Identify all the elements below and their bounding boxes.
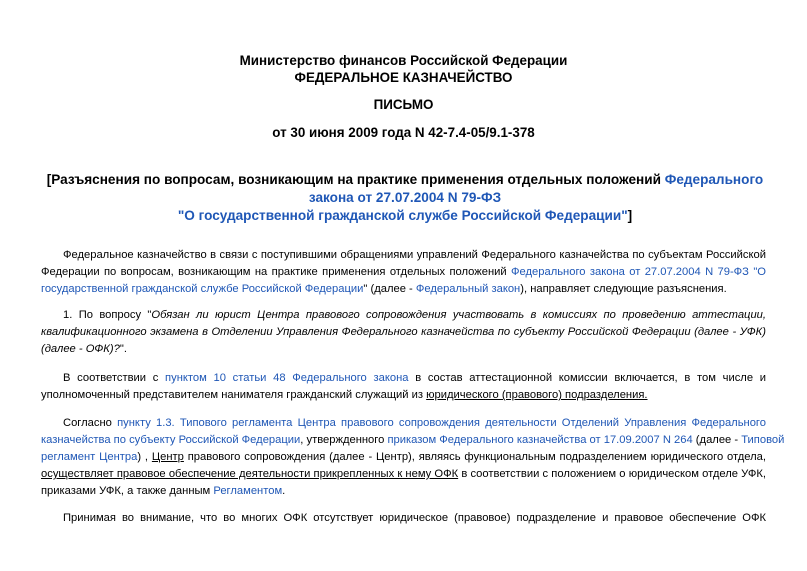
title-suffix: ] (627, 208, 633, 223)
paragraph-line: Принимая во внимание, что во многих ОФК отсутствует юридическое (правовое) подразделение и правовое обеспечение ОФК (63, 512, 766, 524)
order-264-link[interactable]: приказом Федерального казначейства от 17.09.2007 N 264 (387, 434, 693, 446)
federal-law-link[interactable]: Федерального (664, 172, 764, 187)
text-span: правового сопровождения (далее - Центр), являясь функциональным подразделением юридического отдела, (183, 451, 766, 463)
paragraph-conclusion (41, 510, 766, 527)
text-span: Федерации по вопросам, возникающим на практике применения отдельных положений (41, 266, 512, 278)
document-title (40, 171, 770, 225)
paragraph-line: Федеральное казначейство в связи с поступившими обращениями управлений Федерального казначейства по субъектам Российской (63, 249, 766, 261)
regulation-link[interactable]: пункту 1.3. Типового регламента Центра правового сопровождения деятельности Отделений Управления Федерального (117, 417, 766, 429)
text-span: приказами УФК, а также данным (41, 485, 214, 497)
text-span: . (282, 485, 286, 497)
paragraph-question (41, 307, 766, 358)
regulation-short-link[interactable]: Регламентом (213, 485, 283, 497)
underlined-text: Центр (151, 451, 184, 463)
text-span: , утвержденного (300, 434, 388, 446)
text-span: уполномоченный представителем нанимателя гражданский служащий из (41, 389, 427, 401)
typical-regulation-link-cont[interactable]: регламент Центра (41, 451, 138, 463)
title-prefix: [Разъяснения по вопросам, возникающим на практике применения отдельных положений (46, 172, 665, 187)
paragraph-intro (41, 247, 766, 298)
ministry-name: Министерство финансов Российской Федерации (239, 53, 568, 68)
text-span: в состав аттестационной комиссии включается, в том числе и (408, 372, 766, 384)
article-48-link[interactable]: пунктом 10 статьи 48 Федерального закона (165, 372, 409, 384)
paragraph-answer (41, 370, 766, 404)
typical-regulation-link[interactable]: Типовой (741, 434, 785, 446)
text-span: Согласно (63, 417, 118, 429)
question-text: Обязан ли юрист Центра правового сопровождения участвовать в комиссиях по проведению аттестации, (151, 309, 766, 321)
text-span: " (далее - (363, 283, 416, 295)
text-span: ". (119, 343, 127, 355)
document-date-number: от 30 июня 2009 года N 42-7.4-05/9.1-378 (272, 125, 535, 140)
federal-law-short-link[interactable]: Федеральный закон (415, 283, 521, 295)
paragraph-regulation (41, 415, 785, 500)
text-span: 1. По вопросу " (63, 309, 152, 321)
text-span: в соответствии с положением о юридическом отделе УФК, (458, 468, 767, 480)
federal-law-link-line2[interactable]: закона от 27.07.2004 N 79-ФЗ (308, 190, 502, 205)
federal-law-link[interactable]: Федерального закона от 27.07.2004 N 79-ФЗ "О (511, 266, 766, 278)
text-span: (далее - (692, 434, 742, 446)
regulation-link-cont[interactable]: казначейства по субъекту Российской Федерации (41, 434, 301, 446)
text-span: ), направляет следующие разъяснения. (520, 283, 727, 295)
federal-law-title-link[interactable]: "О государственной гражданской службе Российской Федерации" (177, 208, 628, 223)
question-text: (далее - ОФК)? (41, 343, 120, 355)
agency-name: ФЕДЕРАЛЬНОЕ КАЗНАЧЕЙСТВО (294, 70, 513, 85)
underlined-text: осуществляет правовое обеспечение деятельности прикрепленных к нему ОФК (41, 468, 459, 480)
document-type: ПИСЬМО (373, 97, 434, 112)
underlined-text: юридического (правового) подразделения. (426, 389, 648, 401)
question-text: квалификационного экзамена в Отделении Управления Федерального казначейства по субъекту Российской Федерации (далее - УФК) (41, 326, 766, 338)
text-span: В соответствии с (63, 372, 166, 384)
federal-law-link-cont[interactable]: государственной гражданской службе Российской Федерации (41, 283, 364, 295)
text-span: ) , (137, 451, 152, 463)
